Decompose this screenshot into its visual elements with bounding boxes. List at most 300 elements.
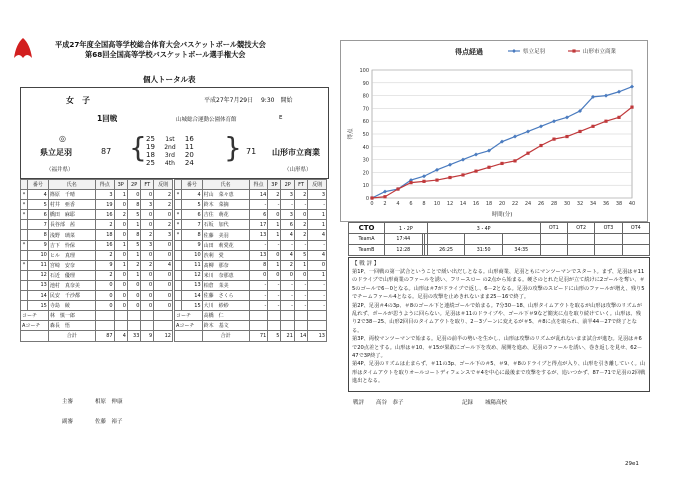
empty-cell bbox=[308, 311, 327, 321]
q2-label: 2nd bbox=[164, 143, 176, 151]
player-name: 村山 菜々恵 bbox=[202, 190, 249, 200]
stat-cell: 0 bbox=[127, 301, 141, 311]
stat-cell: 0 bbox=[127, 190, 141, 200]
player-name: 米川 奈那恵 bbox=[202, 270, 249, 280]
x-tick-label: 16 bbox=[472, 201, 480, 207]
stat-cell: 0 bbox=[95, 291, 114, 301]
player-name: 篠原 千晴 bbox=[48, 190, 95, 200]
cto-title: CTO bbox=[349, 223, 385, 234]
total-cell: 5 bbox=[268, 331, 281, 341]
stat-cell: 9 bbox=[95, 260, 114, 270]
stat-cell: 19 bbox=[95, 200, 114, 210]
data-point bbox=[565, 135, 568, 138]
y-tick-label: 20 bbox=[362, 170, 369, 177]
y-tick-label: 50 bbox=[362, 132, 369, 138]
starter-mark bbox=[175, 291, 182, 301]
stat-cell: 8 bbox=[127, 200, 141, 210]
player-name: 池村 真奈美 bbox=[48, 280, 95, 290]
stat-cell: - bbox=[294, 280, 307, 290]
stat-cell: 0 bbox=[95, 280, 114, 290]
cto-cell bbox=[465, 234, 503, 245]
table-header-row bbox=[175, 180, 327, 190]
starter-mark bbox=[175, 200, 182, 210]
starter-mark bbox=[21, 301, 28, 311]
quarter-row bbox=[144, 151, 196, 159]
legend-label: 県立足羽 bbox=[523, 49, 546, 55]
stat-cell: - bbox=[308, 280, 327, 290]
starter-mark bbox=[21, 230, 28, 240]
table-row bbox=[175, 190, 327, 200]
stat-cell: 0 bbox=[95, 301, 114, 311]
game-info-box bbox=[20, 87, 329, 179]
stat-cell: 3 bbox=[281, 210, 294, 220]
player-number: 15 bbox=[182, 301, 203, 311]
starter-mark bbox=[21, 280, 28, 290]
category-label: 女 子 bbox=[66, 96, 90, 105]
total-cell: 14 bbox=[294, 331, 307, 341]
player-name: 橋田 麻耶 bbox=[48, 210, 95, 220]
stat-cell: - bbox=[249, 200, 268, 210]
stat-cell: 0 bbox=[154, 210, 173, 220]
game-summary-box bbox=[348, 257, 650, 392]
header-cell: 得点 bbox=[95, 180, 114, 190]
stat-cell: 4 bbox=[281, 230, 294, 240]
table-row bbox=[175, 291, 327, 301]
x-tick-label: 4 bbox=[396, 201, 400, 207]
team-a-total: 87 bbox=[101, 147, 112, 156]
total-row bbox=[175, 331, 327, 341]
court: E bbox=[279, 115, 283, 121]
starter-mark bbox=[21, 270, 28, 280]
stat-cell: 8 bbox=[127, 230, 141, 240]
stat-cell: 0 bbox=[127, 291, 141, 301]
player-name: 大川 紗紗 bbox=[202, 301, 249, 311]
y-tick-label: 70 bbox=[362, 106, 369, 113]
player-number: 10 bbox=[28, 250, 49, 260]
stat-cell: - bbox=[308, 200, 327, 210]
empty-cell bbox=[294, 311, 307, 321]
table-row bbox=[21, 260, 173, 270]
player-number: 14 bbox=[182, 291, 203, 301]
starter-mark bbox=[175, 240, 182, 250]
stat-cell: 3 bbox=[308, 190, 327, 200]
player-number: 7 bbox=[182, 220, 203, 230]
q4-b: 24 bbox=[184, 159, 194, 167]
header-cell: 2P bbox=[127, 180, 141, 190]
stat-cell: 6 bbox=[281, 220, 294, 230]
data-point bbox=[552, 138, 555, 141]
empty-cell bbox=[154, 321, 173, 331]
table-row bbox=[175, 230, 327, 240]
stat-cell: 2 bbox=[294, 190, 307, 200]
total-cell: 12 bbox=[154, 331, 173, 341]
writer-name: 高谷 恭子 bbox=[376, 400, 404, 406]
stat-cell: 0 bbox=[114, 200, 127, 210]
data-point bbox=[617, 116, 620, 119]
staff-role: コーチ bbox=[21, 311, 49, 321]
page-number: 29e1 bbox=[625, 461, 639, 467]
player-number: 11 bbox=[182, 260, 203, 270]
data-point bbox=[474, 170, 477, 173]
starter-mark bbox=[175, 260, 182, 270]
stat-cell: 0 bbox=[141, 190, 154, 200]
stat-cell: 14 bbox=[249, 190, 268, 200]
header-cell bbox=[175, 180, 182, 190]
header-cell bbox=[21, 180, 28, 190]
cto-row-a bbox=[349, 234, 650, 245]
stat-cell: 2 bbox=[141, 260, 154, 270]
staff-role: コーチ bbox=[175, 311, 203, 321]
stat-cell: 13 bbox=[249, 250, 268, 260]
player-name: 長谷部 茜 bbox=[48, 220, 95, 230]
header-cell: FT bbox=[294, 180, 307, 190]
stat-cell: 0 bbox=[141, 301, 154, 311]
player-number: 9 bbox=[182, 240, 203, 250]
total-cell: 4 bbox=[114, 331, 127, 341]
team-b-pref: （山形県） bbox=[284, 167, 312, 173]
player-number: 13 bbox=[28, 280, 49, 290]
empty-cell bbox=[141, 311, 154, 321]
x-tick-label: 24 bbox=[524, 201, 532, 207]
x-tick-label: 18 bbox=[485, 201, 493, 207]
header-cell: 2P bbox=[281, 180, 294, 190]
y-tick-label: 0 bbox=[365, 196, 369, 202]
team-b-stats-table bbox=[174, 179, 327, 342]
stat-cell: 0 bbox=[268, 270, 281, 280]
starter-mark bbox=[175, 301, 182, 311]
data-point bbox=[630, 106, 633, 109]
header-cell: 反則 bbox=[308, 180, 327, 190]
sub-referee-label: 副審 bbox=[62, 419, 74, 425]
player-name: 鈴木 菜摘 bbox=[202, 200, 249, 210]
record-name: 城陽高校 bbox=[485, 400, 508, 406]
q2-b: 11 bbox=[184, 143, 194, 151]
data-point bbox=[383, 195, 386, 198]
cto-cell bbox=[595, 234, 622, 245]
stat-cell: 0 bbox=[141, 291, 154, 301]
chief-referee-name: 相原 伸康 bbox=[95, 399, 123, 405]
player-name: 吉住 萌花 bbox=[202, 210, 249, 220]
staff-row bbox=[21, 311, 173, 321]
stat-cell: 1 bbox=[114, 260, 127, 270]
staff-row bbox=[21, 321, 173, 331]
stat-cell: - bbox=[268, 240, 281, 250]
stat-cell: 0 bbox=[141, 210, 154, 220]
stat-cell: 2 bbox=[294, 230, 307, 240]
cto-cell bbox=[622, 245, 649, 256]
starter-mark bbox=[175, 250, 182, 260]
player-number: 5 bbox=[28, 200, 49, 210]
cto-cell bbox=[540, 245, 567, 256]
player-number: 9 bbox=[28, 240, 49, 250]
stat-cell: 18 bbox=[95, 230, 114, 240]
q3-label: 3rd bbox=[164, 151, 175, 159]
quarter-row bbox=[144, 135, 196, 143]
stat-cell: - bbox=[308, 291, 327, 301]
header-cell: 3P bbox=[268, 180, 281, 190]
empty-cell bbox=[268, 311, 281, 321]
federation-logo-icon bbox=[12, 36, 34, 60]
player-name: 山田 莉愛花 bbox=[202, 240, 249, 250]
cto-col-34: 3・4P bbox=[427, 223, 540, 234]
stat-cell: 1 bbox=[127, 270, 141, 280]
stat-cell: 0 bbox=[154, 291, 173, 301]
stat-cell: 0 bbox=[141, 280, 154, 290]
stat-cell: - bbox=[281, 240, 294, 250]
x-tick-label: 12 bbox=[446, 201, 454, 207]
data-point bbox=[604, 120, 607, 123]
cto-cell: 31:50 bbox=[465, 245, 503, 256]
cto-col-ot2: OT2 bbox=[567, 223, 594, 234]
q3-a: 18 bbox=[146, 151, 155, 159]
q4-label: 4th bbox=[164, 159, 175, 167]
stat-cell: 2 bbox=[154, 220, 173, 230]
table-row bbox=[21, 230, 173, 240]
cto-cell bbox=[502, 234, 540, 245]
stat-cell: 0 bbox=[141, 270, 154, 280]
stat-cell: 0 bbox=[268, 210, 281, 220]
empty-cell bbox=[249, 311, 268, 321]
stat-cell: 2 bbox=[114, 210, 127, 220]
stat-cell: - bbox=[281, 280, 294, 290]
player-number: 8 bbox=[28, 230, 49, 240]
starter-mark bbox=[21, 220, 28, 230]
x-tick-label: 26 bbox=[537, 201, 545, 207]
x-tick-label: 32 bbox=[576, 201, 584, 207]
table-row bbox=[175, 270, 327, 280]
cto-cell: 26:25 bbox=[427, 245, 465, 256]
empty-cell bbox=[268, 321, 281, 331]
empty-cell bbox=[127, 311, 141, 321]
player-number: 6 bbox=[28, 210, 49, 220]
cto-cell: 34:35 bbox=[502, 245, 540, 256]
team-a-pref: （福井県） bbox=[46, 167, 74, 173]
page-subtitle: 個人トータル表 bbox=[143, 75, 196, 84]
venue: 山城総合運動公園体育館 bbox=[176, 117, 237, 123]
summary-label: 【 戦 評 】 bbox=[352, 261, 380, 267]
cto-team: TeamA bbox=[349, 234, 385, 245]
legend-marker bbox=[572, 49, 575, 52]
starter-mark: * bbox=[21, 200, 28, 210]
data-point bbox=[435, 178, 438, 181]
stat-cell: 0 bbox=[141, 250, 154, 260]
stat-cell: 1 bbox=[308, 270, 327, 280]
player-number: 12 bbox=[182, 270, 203, 280]
x-axis-label: 時間(分) bbox=[491, 212, 513, 218]
player-number: 11 bbox=[28, 260, 49, 270]
cto-cell bbox=[595, 245, 622, 256]
player-name: 髙柳 那奈 bbox=[202, 260, 249, 270]
empty-cell bbox=[114, 311, 127, 321]
player-number: 13 bbox=[182, 280, 203, 290]
stat-cell: 0 bbox=[114, 291, 127, 301]
data-point bbox=[578, 130, 581, 133]
player-number: 8 bbox=[182, 230, 203, 240]
total-cell: 21 bbox=[281, 331, 294, 341]
starter-mark: * bbox=[175, 220, 182, 230]
q1-b: 16 bbox=[184, 135, 194, 143]
empty-cell bbox=[95, 321, 114, 331]
stat-cell: - bbox=[249, 240, 268, 250]
x-tick-label: 36 bbox=[602, 201, 610, 207]
team-a-name: 県立足羽 bbox=[40, 148, 72, 157]
player-number: 6 bbox=[182, 210, 203, 220]
stat-cell: 1 bbox=[308, 210, 327, 220]
cto-col-ot3: OT3 bbox=[595, 223, 622, 234]
data-point bbox=[409, 181, 412, 184]
stat-cell: 0 bbox=[308, 260, 327, 270]
quarter-table bbox=[144, 135, 196, 167]
stat-cell: 0 bbox=[294, 270, 307, 280]
staff-role: Aコーチ bbox=[175, 321, 203, 331]
table-row bbox=[175, 240, 327, 250]
x-tick-label: 14 bbox=[459, 201, 467, 207]
stat-cell: 16 bbox=[95, 210, 114, 220]
stat-cell: 16 bbox=[95, 240, 114, 250]
stat-cell: - bbox=[294, 301, 307, 311]
cto-row-b bbox=[349, 245, 650, 256]
cto-cell: 17:44 bbox=[385, 234, 423, 245]
player-name: 石坂 加代 bbox=[202, 220, 249, 230]
total-cell: 71 bbox=[249, 331, 268, 341]
table-row bbox=[21, 200, 173, 210]
data-point bbox=[396, 187, 399, 190]
cto-cell bbox=[567, 234, 594, 245]
table-row bbox=[21, 240, 173, 250]
stat-cell: 0 bbox=[154, 301, 173, 311]
stat-cell: 2 bbox=[268, 190, 281, 200]
y-tick-label: 10 bbox=[362, 183, 369, 190]
data-point bbox=[513, 159, 516, 162]
stat-cell: 0 bbox=[281, 270, 294, 280]
data-point bbox=[448, 176, 451, 179]
x-tick-label: 40 bbox=[628, 201, 636, 207]
cto-col-ot1: OT1 bbox=[540, 223, 567, 234]
q1-label: 1st bbox=[165, 135, 175, 143]
stat-cell: 1 bbox=[294, 260, 307, 270]
summary-text: 第1P、一回戦の第一試合ということで緩い出だしとなる。山形商業、足羽ともにマンツーマンでスタート。まず、足羽は＃11のドライブで山形商業のファールを誘い、フリースロー の2点から始まる。硬さのとれた足羽が立て続けに2ゴールを奪い、＃5のゴールで6－0となる。山形は＃7がドライブで返し、6－2となる。足羽の攻撃のスピードに山形のファールが増え、残り5でチームファール4となる。足羽の攻撃を止めきれないまま25－16で終了。 第2P、足羽＃4の3p、＃8のゴール下と連続ゴールで始まる。7分30－18、山形タイムアウトを取るが山形は攻撃のリズムが乱れず、ボールが思うように回らない。足羽は＃11のドライブや、ゴール下＃9など簡実に点を取り続けていく。山形は、残り2で38－25、山形2回目のタイムアウトを取り、2－3ゾーンに変えるが＃5、＃8に点を取られ、前半44－27で終了となる。 第3P、両校マンツーマンで始まる。足羽の前半の勢いを生かし、山形は攻撃のリズムが乱れないまま試合が進む。足羽は＃6で20点差とする。山形は＃10、＃15が果敢にゴール下を攻め、展開を進め、足羽のファールを誘い、巻き返しを見せ、62－47で3P終了。 第4P、足羽のリズムは止まらず、＃11の3p、ゴール下の＃5、＃9、＃8のドライブと得点が入り、山形を引き離していく。山形はタイムアウトを取りオールコートディフェンスで＃4を中心に最後まで攻撃をするが、追いつかず、87－71で足羽の2回戦進出となる。 bbox=[352, 269, 646, 385]
starter-mark: * bbox=[21, 210, 28, 220]
cto-cell bbox=[540, 234, 567, 245]
stat-cell: - bbox=[294, 240, 307, 250]
header-cell: 反則 bbox=[154, 180, 173, 190]
table-row bbox=[21, 280, 173, 290]
stat-cell: 0 bbox=[249, 270, 268, 280]
stat-cell: 1 bbox=[268, 220, 281, 230]
legend-label: 山形市立商業 bbox=[583, 49, 617, 55]
empty-cell bbox=[154, 311, 173, 321]
stat-cell: 5 bbox=[127, 210, 141, 220]
q1-a: 25 bbox=[146, 135, 155, 143]
stat-cell: - bbox=[249, 301, 268, 311]
player-number: 5 bbox=[182, 200, 203, 210]
writer-label: 戦評 bbox=[353, 400, 365, 406]
sub-referee-name: 佐藤 裕子 bbox=[95, 419, 123, 425]
stat-cell: - bbox=[281, 200, 294, 210]
stat-cell: 2 bbox=[95, 270, 114, 280]
table-row bbox=[21, 301, 173, 311]
player-name: 佐藤 美羽 bbox=[202, 230, 249, 240]
starter-mark: * bbox=[21, 190, 28, 200]
y-tick-label: 40 bbox=[362, 144, 369, 151]
stat-cell: - bbox=[308, 301, 327, 311]
quarter-row bbox=[144, 143, 196, 151]
stat-cell: 5 bbox=[294, 250, 307, 260]
staff-name: 高橋 仁 bbox=[202, 311, 249, 321]
cto-team: TeamB bbox=[349, 245, 385, 256]
stat-cell: 3 bbox=[281, 190, 294, 200]
table-row bbox=[21, 190, 173, 200]
empty-cell bbox=[308, 321, 327, 331]
player-name: 浅野 璃菜 bbox=[48, 230, 95, 240]
data-point bbox=[591, 125, 594, 128]
stat-cell: 1 bbox=[268, 260, 281, 270]
title-line-2: 第68回全国高等学校バスケットボール選手権大会 bbox=[85, 50, 246, 59]
data-point bbox=[370, 196, 373, 199]
data-point bbox=[487, 166, 490, 169]
table-row bbox=[21, 250, 173, 260]
player-name: 宮崎 安奈 bbox=[48, 260, 95, 270]
stat-cell: 2 bbox=[141, 230, 154, 240]
cto-col-12: 1・2P bbox=[385, 223, 428, 234]
header-cell: 番号 bbox=[28, 180, 49, 190]
stat-cell: 8 bbox=[249, 260, 268, 270]
table-row bbox=[175, 250, 327, 260]
stat-cell: 1 bbox=[308, 220, 327, 230]
x-tick-label: 30 bbox=[563, 201, 571, 207]
staff-name: 森長 悟 bbox=[48, 321, 95, 331]
stat-cell: 0 bbox=[114, 250, 127, 260]
stat-cell: 2 bbox=[127, 260, 141, 270]
empty-cell bbox=[21, 331, 49, 341]
player-name: 村井 亜香 bbox=[48, 200, 95, 210]
header-cell: 氏名 bbox=[202, 180, 249, 190]
player-name: 佐藤 さくら bbox=[202, 291, 249, 301]
player-number: 4 bbox=[28, 190, 49, 200]
stat-cell: - bbox=[294, 200, 307, 210]
stat-cell: - bbox=[268, 200, 281, 210]
stat-cell: 1 bbox=[268, 230, 281, 240]
record-label: 記録 bbox=[462, 400, 474, 406]
stat-cell: 0 bbox=[114, 230, 127, 240]
total-label: 合計 bbox=[202, 331, 249, 341]
data-point bbox=[500, 162, 503, 165]
table-row bbox=[175, 210, 327, 220]
stat-cell: 4 bbox=[308, 230, 327, 240]
cto-cell: 12:28 bbox=[385, 245, 423, 256]
x-tick-label: 28 bbox=[550, 201, 558, 207]
staff-row bbox=[175, 311, 327, 321]
cto-cell bbox=[427, 234, 465, 245]
stat-cell: 0 bbox=[154, 250, 173, 260]
empty-cell bbox=[175, 331, 203, 341]
stat-cell: - bbox=[249, 280, 268, 290]
header-cell: 氏名 bbox=[48, 180, 95, 190]
table-row bbox=[175, 200, 327, 210]
stat-cell: 0 bbox=[114, 270, 127, 280]
stat-cell: 4 bbox=[154, 260, 173, 270]
team-b-total: 71 bbox=[246, 147, 257, 156]
staff-name: 鈴木 基文 bbox=[202, 321, 249, 331]
y-tick-label: 100 bbox=[359, 68, 369, 74]
stat-cell: 0 bbox=[154, 240, 173, 250]
x-tick-label: 2 bbox=[383, 201, 387, 207]
player-name: ヒル 真理 bbox=[48, 250, 95, 260]
stat-cell: - bbox=[281, 301, 294, 311]
x-tick-label: 6 bbox=[409, 201, 413, 207]
table-row bbox=[21, 270, 173, 280]
y-tick-label: 60 bbox=[362, 119, 369, 126]
